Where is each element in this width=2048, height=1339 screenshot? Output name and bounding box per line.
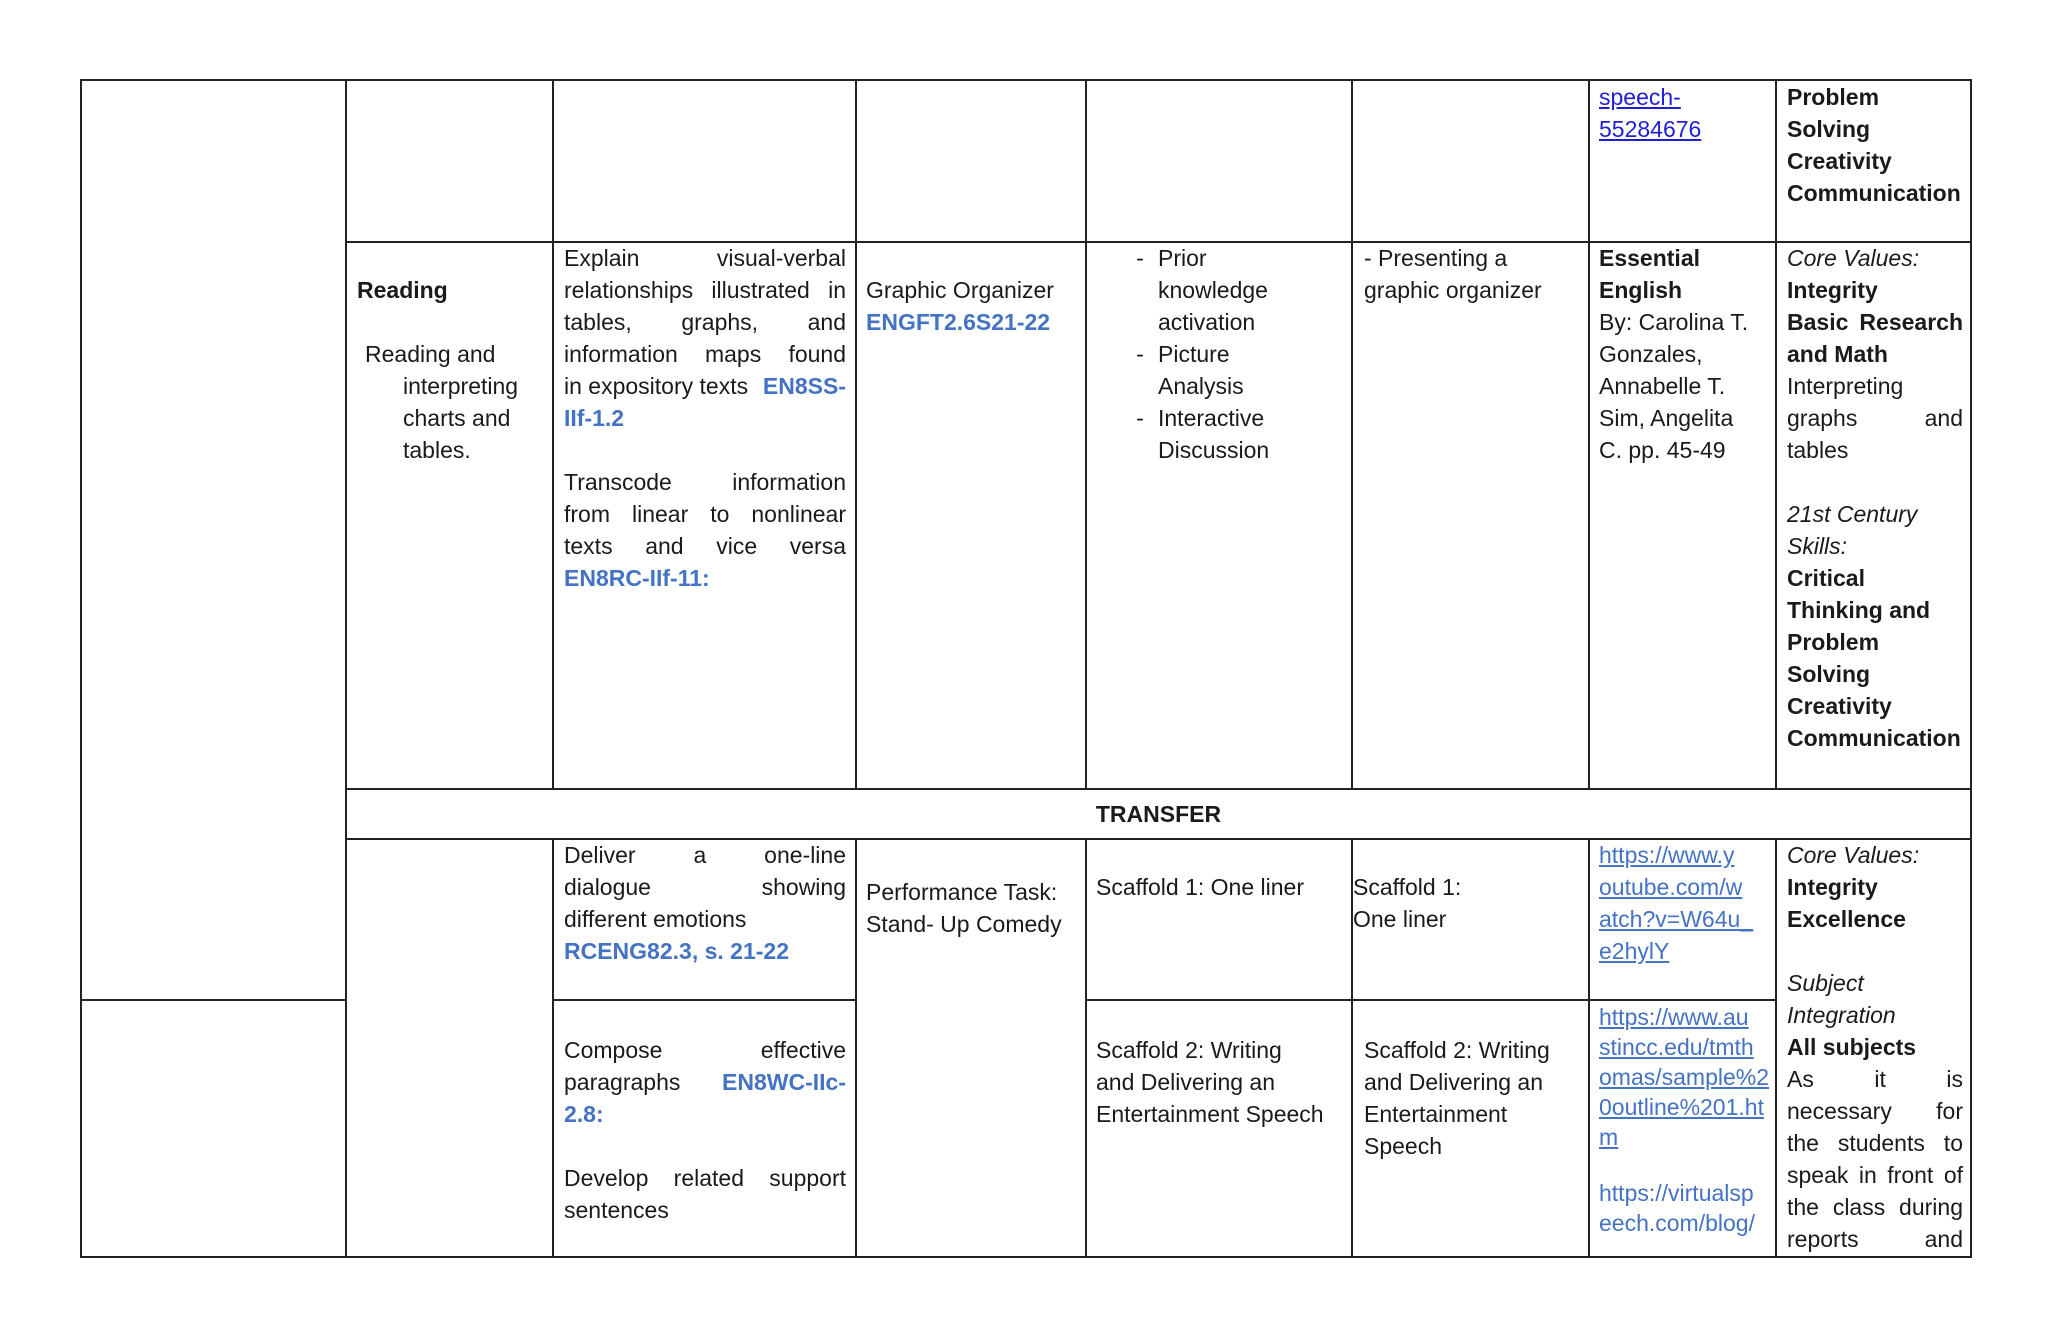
activity-line: Picture	[1158, 341, 1230, 367]
border-right	[1970, 79, 1972, 1258]
border-row3-bottom-a	[552, 999, 856, 1001]
strand-title: Reading	[357, 277, 448, 303]
resource-title: English	[1599, 277, 1683, 303]
century-skill: Critical	[1787, 565, 1865, 591]
skill: Creativity	[1787, 148, 1892, 174]
task-line: Performance Task:	[866, 879, 1058, 905]
assessment-code: ENGFT2.6S21-22	[866, 309, 1051, 335]
scaffold-line: and Delivering an	[1096, 1069, 1276, 1095]
resource-title: Essential	[1599, 245, 1700, 271]
austincc-link-line[interactable]: stincc.edu/tmth	[1599, 1034, 1754, 1060]
value-item: Integrity	[1787, 874, 1878, 900]
comp-line: Deliver a one-line	[564, 842, 846, 868]
dash-icon: -	[1136, 341, 1144, 367]
comp-line: tables, graphs, and	[564, 309, 846, 335]
row4-links[interactable]	[1599, 1002, 1775, 1238]
activity-line: Analysis	[1158, 373, 1244, 399]
resource-line: Gonzales,	[1599, 341, 1703, 367]
value-plain: Interpreting	[1787, 373, 1904, 399]
scaffold-line: Scaffold 2: Writing	[1364, 1037, 1550, 1063]
row2-activities	[1122, 242, 1342, 466]
assessment-text: Graphic Organizer	[866, 277, 1054, 303]
row3-competency	[564, 839, 846, 967]
row1-skills	[1787, 81, 1963, 209]
activity-item	[1122, 242, 1342, 338]
row2-strand-cell	[357, 274, 543, 466]
skill: Communication	[1787, 180, 1961, 206]
value-item: Integrity	[1787, 277, 1878, 303]
row3-values	[1787, 839, 1963, 1255]
border-col2-top	[552, 79, 554, 790]
activity-text	[1158, 338, 1244, 402]
activity-line: knowledge	[1158, 277, 1268, 303]
topic-line: charts and	[403, 405, 511, 431]
century-skill: Problem	[1787, 629, 1880, 655]
activity-item	[1122, 402, 1342, 466]
transfer-heading: TRANSFER	[1095, 801, 1222, 827]
row2-output	[1364, 242, 1584, 306]
resource-line: By: Carolina T.	[1599, 309, 1749, 335]
scaffold-line: One liner	[1353, 906, 1447, 932]
comp-line: Develop related support	[564, 1165, 846, 1191]
century-skill: Creativity	[1787, 693, 1892, 719]
youtube-link-line[interactable]: atch?v=W64u_	[1599, 906, 1754, 932]
row4-competency	[564, 1034, 846, 1226]
border-col2-bottom	[552, 838, 554, 1258]
subject-text: As it is	[1787, 1066, 1963, 1092]
topic-line: Reading and	[365, 341, 496, 367]
comp-line: relationships illustrated in	[564, 277, 846, 303]
comp-text: paragraphs	[564, 1069, 681, 1095]
topic-line: interpreting	[403, 373, 519, 399]
comp-code: EN8RC-IIf-11:	[564, 565, 710, 591]
speech-link-line[interactable]: speech-	[1599, 84, 1681, 110]
border-col7-bottom	[1775, 838, 1777, 1258]
subject-text: necessary for	[1787, 1098, 1963, 1124]
scaffold-line: Entertainment	[1364, 1101, 1508, 1127]
comp-line: texts and vice versa	[564, 533, 846, 559]
border-col3-bottom	[855, 838, 857, 1258]
comp-line: from linear to nonlinear	[564, 501, 846, 527]
values-label: Core Values:	[1787, 245, 1920, 271]
row3-link[interactable]	[1599, 839, 1771, 967]
row3-task	[866, 876, 1080, 940]
austincc-link-line[interactable]: 0outline%201.ht	[1599, 1094, 1764, 1120]
comp-code: IIf-1.2	[564, 405, 625, 431]
comp-line: information maps found	[564, 341, 846, 367]
task-line: Stand- Up Comedy	[866, 911, 1062, 937]
activity-line: Interactive	[1158, 405, 1265, 431]
border-col4-top	[1085, 79, 1087, 790]
comp-line: sentences	[564, 1197, 669, 1223]
border-col5-top	[1351, 79, 1353, 790]
dash-icon: -	[1136, 245, 1144, 271]
resource-line: C. pp. 45-49	[1599, 437, 1726, 463]
row1-link[interactable]	[1599, 81, 1769, 145]
austincc-link-line[interactable]: m	[1599, 1124, 1619, 1150]
row2-competencies	[564, 242, 846, 594]
subject-label: Integration	[1787, 1002, 1896, 1028]
youtube-link-line[interactable]: e2hylY	[1599, 938, 1670, 964]
border-row2-bottom	[345, 788, 1972, 790]
subject-label: Subject	[1787, 970, 1864, 996]
scaffold-line: Speech	[1364, 1133, 1443, 1159]
value-plain: tables	[1787, 437, 1849, 463]
virtualspeech-link-line[interactable]: eech.com/blog/	[1599, 1210, 1755, 1236]
subject-text: reports and	[1787, 1226, 1963, 1252]
century-skill: Thinking and	[1787, 597, 1931, 623]
scaffold-line: Scaffold 1:	[1353, 874, 1462, 900]
row3-scaffold-output	[1353, 871, 1583, 935]
comp-line: dialogue showing	[564, 874, 846, 900]
border-col1	[345, 79, 347, 1258]
youtube-link-line[interactable]: outube.com/w	[1599, 874, 1743, 900]
subject-text: the class during	[1787, 1194, 1963, 1220]
activity-line: Discussion	[1158, 437, 1270, 463]
topic-line: tables.	[403, 437, 471, 463]
border-left	[80, 79, 82, 1258]
resource-line: Sim, Angelita	[1599, 405, 1734, 431]
century-skill: Solving	[1787, 661, 1871, 687]
century-label: Skills:	[1787, 533, 1848, 559]
values-label: Core Values:	[1787, 842, 1920, 868]
comp-text: in expository texts	[564, 373, 749, 399]
row3-scaffold-activity: Scaffold 1: One liner	[1096, 874, 1304, 900]
border-col7-top	[1775, 79, 1777, 790]
output-line: - Presenting a	[1364, 245, 1508, 271]
value-item: Basic Research	[1787, 309, 1963, 335]
comp-line: Explain visual-verbal	[564, 245, 846, 271]
row4-scaffold-activity	[1096, 1034, 1346, 1130]
border-col6-bottom	[1588, 838, 1590, 1258]
border-col6-top	[1588, 79, 1590, 790]
comp-code: RCENG82.3, s. 21-22	[564, 938, 790, 964]
border-col4-bottom	[1085, 838, 1087, 1258]
row4-scaffold-output	[1364, 1034, 1584, 1162]
comp-line	[564, 1066, 846, 1098]
border-bottom	[80, 1256, 1972, 1258]
output-line: graphic organizer	[1364, 277, 1542, 303]
border-col3-top	[855, 79, 857, 790]
row2-resources	[1599, 242, 1771, 466]
value-item: Excellence	[1787, 906, 1906, 932]
speech-link-line[interactable]: 55284676	[1599, 116, 1702, 142]
subject-item: All subjects	[1787, 1034, 1917, 1060]
subject-text: the students to	[1787, 1130, 1963, 1156]
activity-text	[1158, 402, 1269, 466]
dash-icon: -	[1136, 405, 1144, 431]
border-col0-split	[80, 999, 347, 1001]
value-item: and Math	[1787, 341, 1888, 367]
skill: Problem	[1787, 84, 1880, 110]
comp-code: EN8SS-	[762, 373, 846, 399]
youtube-link-line[interactable]: https://www.y	[1599, 842, 1735, 868]
activity-text	[1158, 242, 1268, 338]
value-plain: graphs and	[1787, 405, 1963, 431]
comp-line: Compose effective	[564, 1037, 846, 1063]
border-row3-bottom-b	[1085, 999, 1775, 1001]
century-skill: Communication	[1787, 725, 1961, 751]
scaffold-line: Entertainment Speech	[1096, 1101, 1324, 1127]
activity-line: Prior	[1158, 245, 1207, 271]
skill: Solving	[1787, 116, 1871, 142]
scaffold-line: Scaffold 2: Writing	[1096, 1037, 1282, 1063]
comp-line: different emotions	[564, 906, 747, 932]
activity-item	[1122, 338, 1342, 402]
resource-line: Annabelle T.	[1599, 373, 1726, 399]
comp-line: Transcode information	[564, 469, 846, 495]
scaffold-line: and Delivering an	[1364, 1069, 1544, 1095]
row2-values	[1787, 242, 1963, 754]
austincc-link-line[interactable]: https://www.au	[1599, 1004, 1749, 1030]
subject-text: speak in front of	[1787, 1162, 1963, 1188]
row2-assessment	[866, 274, 1080, 338]
virtualspeech-link-line[interactable]: https://virtualsp	[1599, 1180, 1754, 1206]
comp-code: EN8WC-IIc-	[722, 1069, 846, 1095]
austincc-link-line[interactable]: omas/sample%2	[1599, 1064, 1770, 1090]
century-label: 21st Century	[1787, 501, 1918, 527]
comp-line	[564, 370, 846, 402]
comp-code: 2.8:	[564, 1101, 604, 1127]
activity-line: activation	[1158, 309, 1256, 335]
